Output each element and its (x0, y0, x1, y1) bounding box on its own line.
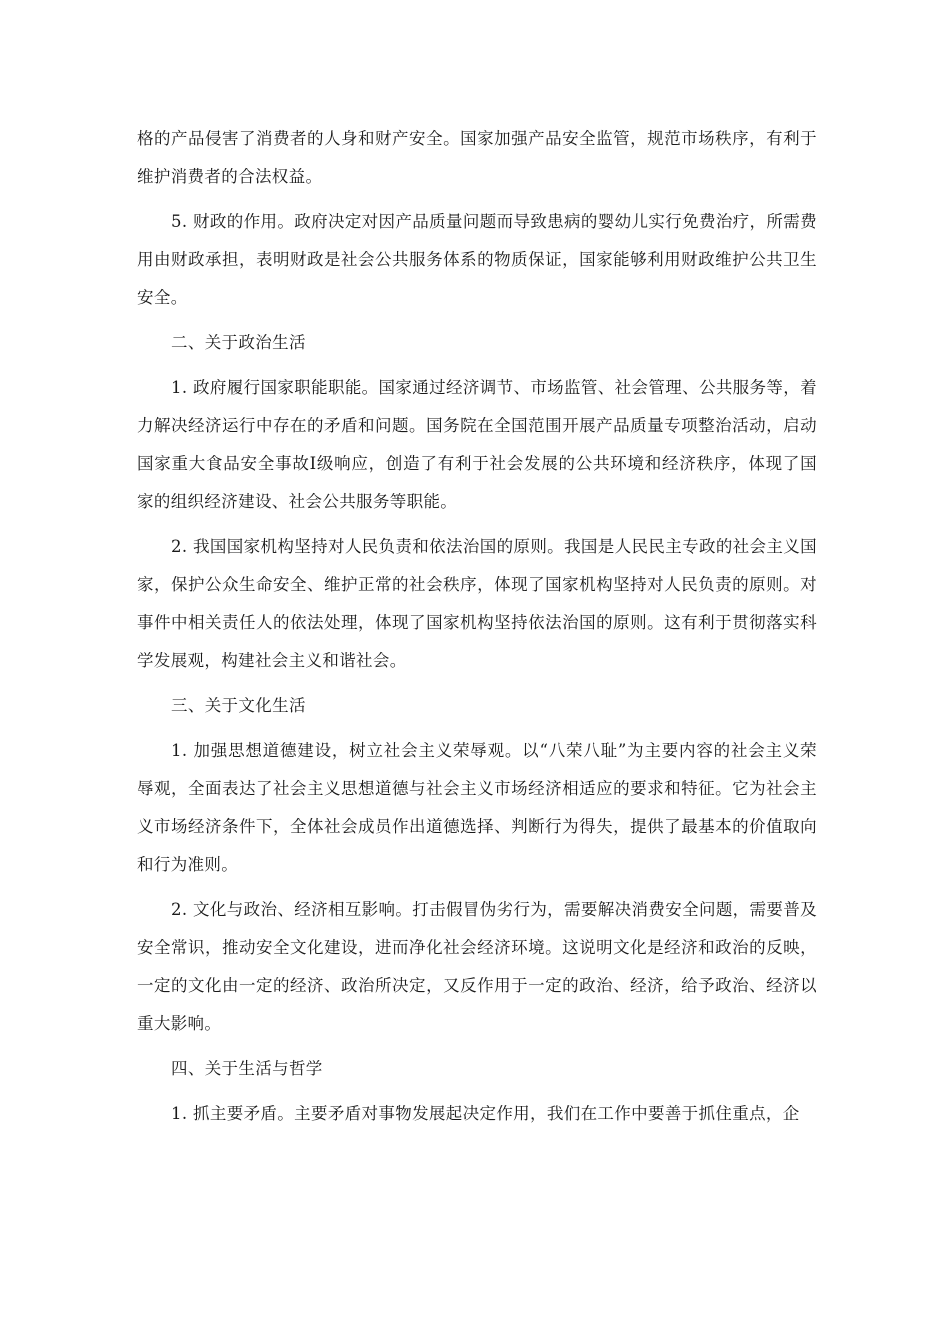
paragraph-political-point-1: 1. 政府履行国家职能职能。国家通过经济调节、市场监管、社会管理、公共服务等，着力解决经济运行中存在的矛盾和问题。国务院在全国范围开展产品质量专项整治活动，启动国家重大食品安全事故Ⅰ级响应，创造了有利于社会发展的公共环境和经济秩序，体现了国家的组织经济建设、社会公共服务等职能。 (137, 378, 817, 511)
paragraph-cultural-point-1: 1. 加强思想道德建设，树立社会主义荣辱观。以“八荣八耻”为主要内容的社会主义荣辱观，全面表达了社会主义思想道德与社会主义市场经济相适应的要求和特征。它为社会主义市场经济条件下，全体社会成员作出道德选择、判断行为得失，提供了最基本的价值取向和行为准则。 (137, 741, 817, 874)
paragraph-economic-point-5: 5. 财政的作用。政府决定对因产品质量问题而导致患病的婴幼儿实行免费治疗，所需费用由财政承担，表明财政是社会公共服务体系的物质保证，国家能够利用财政维护公共卫生安全。 (137, 212, 817, 307)
paragraph-cultural-point-2: 2. 文化与政治、经济相互影响。打击假冒伪劣行为，需要解决消费安全问题，需要普及安全常识，推动安全文化建设，进而净化社会经济环境。这说明文化是经济和政治的反映，一定的文化由一定的经济、政治所决定，又反作用于一定的政治、经济，给予政治、经济以重大影响。 (137, 900, 817, 1033)
paragraph-continuation: 格的产品侵害了消费者的人身和财产安全。国家加强产品安全监管，规范市场秩序，有利于维护消费者的合法权益。 (137, 129, 817, 186)
section-heading-political-life: 二、关于政治生活 (171, 333, 306, 352)
paragraph-philosophy-point-1: 1. 抓主要矛盾。主要矛盾对事物发展起决定作用，我们在工作中要善于抓住重点，企 (171, 1104, 800, 1123)
document-page (137, 120, 817, 1133)
section-heading-life-and-philosophy: 四、关于生活与哲学 (171, 1059, 323, 1078)
section-heading-cultural-life: 三、关于文化生活 (171, 696, 306, 715)
paragraph-political-point-2: 2. 我国国家机构坚持对人民负责和依法治国的原则。我国是人民民主专政的社会主义国家，保护公众生命安全、维护正常的社会秩序，体现了国家机构坚持对人民负责的原则。对事件中相关责任人的依法处理，体现了国家机构坚持依法治国的原则。这有利于贯彻落实科学发展观，构建社会主义和谐社会。 (137, 537, 817, 670)
